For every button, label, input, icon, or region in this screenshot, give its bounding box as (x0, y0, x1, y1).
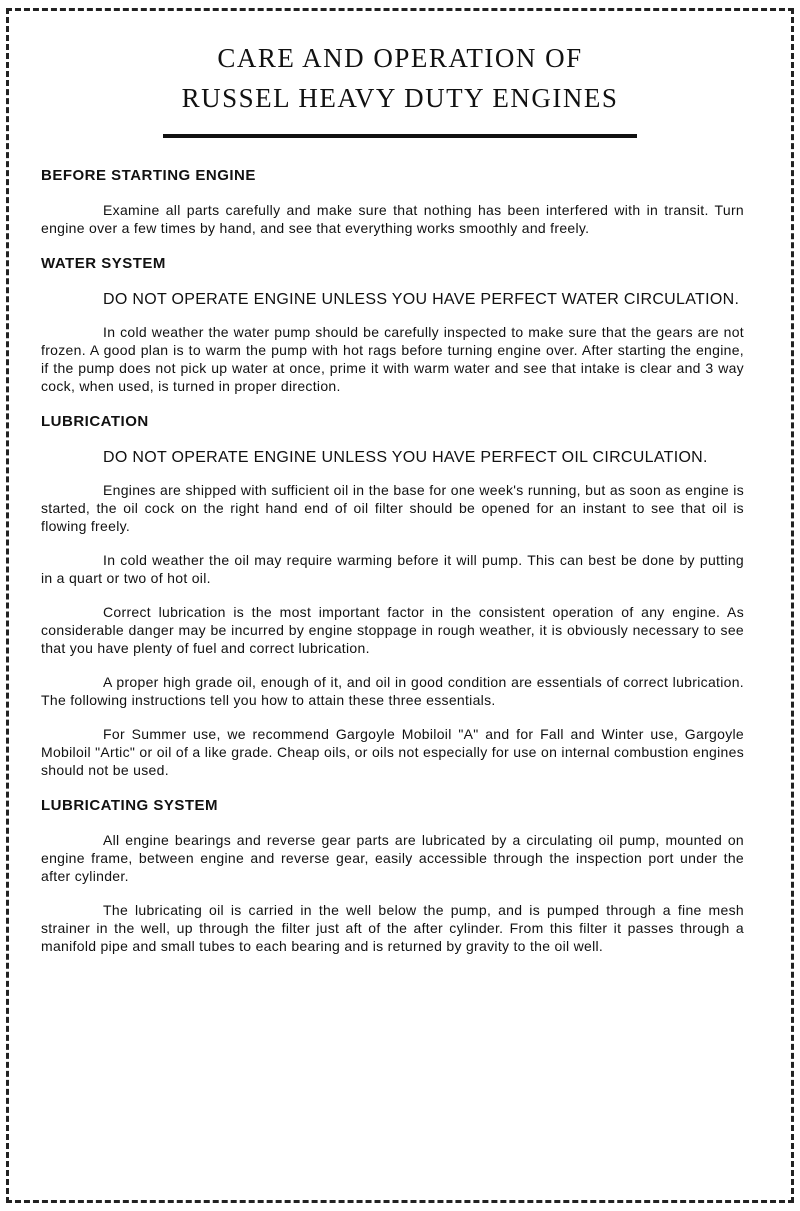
section-lubricating-system (41, 795, 744, 955)
title-line-1: CARE AND OPERATION OF (217, 43, 583, 73)
section-water-system (41, 253, 744, 395)
title-line-2: RUSSEL HEAVY DUTY ENGINES (181, 83, 619, 113)
section-before-starting (41, 165, 744, 237)
section-heading: LUBRICATING SYSTEM (41, 797, 219, 814)
section-lubrication (41, 411, 744, 779)
paragraph: A proper high grade oil, enough of it, and oil in good condition are essentials of correct lubrication. The following instructions tell you how to attain these three essentials. (41, 674, 744, 708)
paragraph: Correct lubrication is the most important factor in the consistent operation of any engine. As considerable danger may be incurred by engine stoppage in rough weather, it is obviously necessary to see that you have plenty of fuel and correct lubrication. (41, 604, 744, 656)
document-body (41, 165, 744, 971)
section-heading: BEFORE STARTING ENGINE (41, 167, 256, 184)
top-border (6, 8, 794, 11)
paragraph: All engine bearings and reverse gear parts are lubricated by a circulating oil pump, mounted on engine frame, between engine and reverse gear, easily accessible through the inspection port under the after cylinder. (41, 832, 744, 884)
bottom-border (6, 1200, 794, 1203)
paragraph: In cold weather the oil may require warming before it will pump. This can best be done by putting in a quart or two of hot oil. (41, 552, 744, 586)
paragraph: For Summer use, we recommend Gargoyle Mobiloil "A" and for Fall and Winter use, Gargoyle Mobiloil "Artic" or oil of a like grade. Cheap oils, or oils not especially for use on internal combustion engines should not be used. (41, 726, 744, 778)
left-border (6, 8, 9, 1203)
section-heading: WATER SYSTEM (41, 255, 166, 272)
title-rule (163, 134, 637, 138)
paragraph: Engines are shipped with sufficient oil in the base for one week's running, but as soon as engine is started, the oil cock on the right hand end of oil filter should be opened for an instant to see that oil is flowing freely. (41, 482, 744, 534)
paragraph: In cold weather the water pump should be carefully inspected to make sure that the gears are not frozen. A good plan is to warm the pump with hot rags before turning engine over. After starting the engine, if the pump does not pick up water at once, prime it with warm water and see that intake is clear and 3 way cock, when used, is turned in proper direction. (41, 324, 744, 394)
paragraph: Examine all parts carefully and make sure that nothing has been interfered with in transit. Turn engine over a few times by hand, and see that everything works smoothly and freely. (41, 202, 744, 236)
paragraph: The lubricating oil is carried in the well below the pump, and is pumped through a fine mesh strainer in the well, up through the filter just aft of the after cylinder. From this filter it passes through a manifold pipe and small tubes to each bearing and is returned by gravity to the oil well. (41, 902, 744, 954)
warning-text: DO NOT OPERATE ENGINE UNLESS YOU HAVE PERFECT OIL CIRCULATION. (103, 449, 708, 466)
warning-text: DO NOT OPERATE ENGINE UNLESS YOU HAVE PERFECT WATER CIRCULATION. (103, 291, 740, 308)
right-border (791, 8, 794, 1203)
section-heading: LUBRICATION (41, 413, 149, 430)
title-block (0, 38, 800, 138)
